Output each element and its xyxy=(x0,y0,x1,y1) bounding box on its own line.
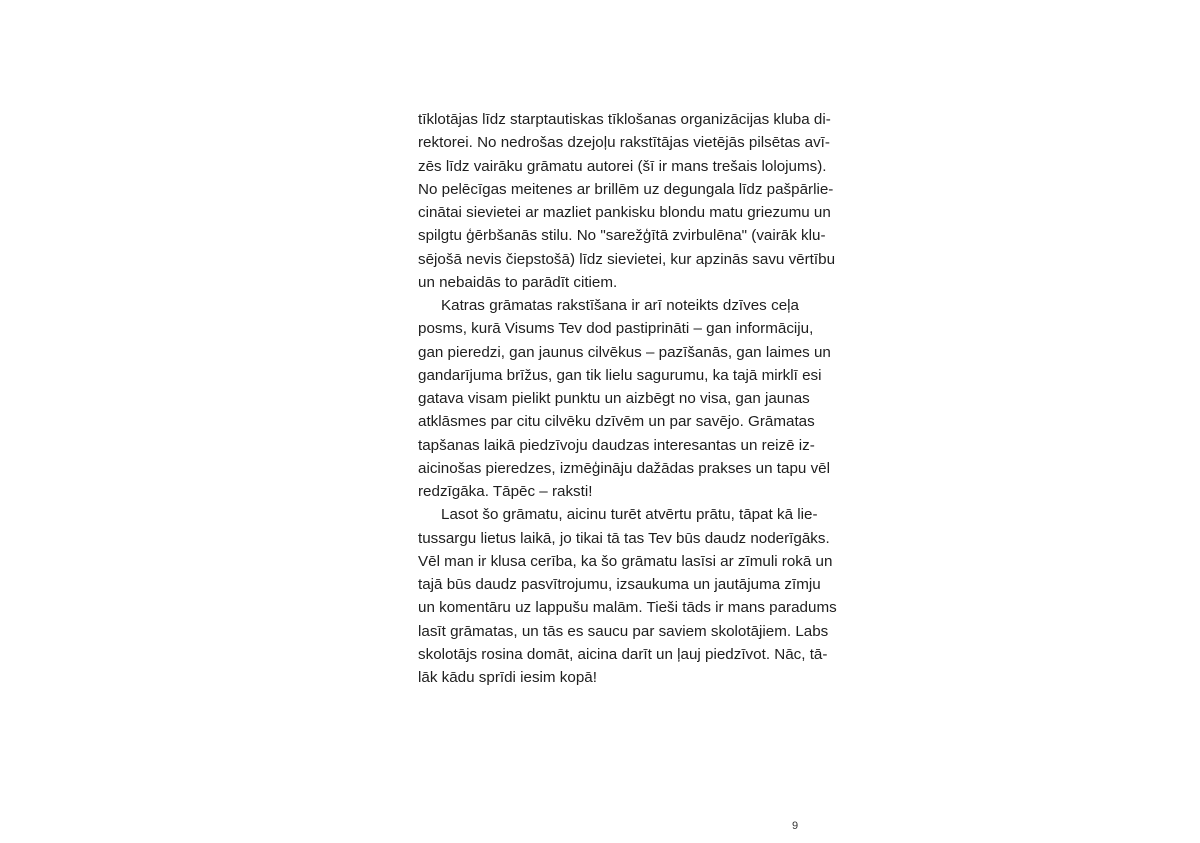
text-line: atklāsmes par citu cilvēku dzīvēm un par savējo. Grāmatas xyxy=(418,413,815,431)
body-text xyxy=(418,108,837,689)
text-line: Lasot šo grāmatu, aicinu turēt atvērtu prātu, tāpat kā lie- xyxy=(441,506,818,524)
text-line: sējošā nevis čiepstošā) līdz sievietei, kur apzinās savu vērtību xyxy=(418,250,836,268)
text-line: zēs līdz vairāku grāmatu autorei (šī ir mans trešais lolojums). xyxy=(418,157,827,175)
text-line: tapšanas laikā piedzīvoju daudzas interesantas un reizē iz- xyxy=(418,436,815,454)
text-line: skolotājs rosina domāt, aicina darīt un ļauj piedzīvot. Nāc, tā- xyxy=(418,645,828,663)
text-line: lasīt grāmatas, un tās es saucu par saviem skolotājiem. Labs xyxy=(418,622,829,640)
text-line: aicinošas pieredzes, izmēģināju dažādas prakses un tapu vēl xyxy=(418,459,830,477)
text-line: tīklotājas līdz starptautiskas tīklošanas organizācijas kluba di- xyxy=(418,111,831,128)
text-line: un nebaidās to parādīt citiem. xyxy=(418,273,618,291)
text-line: posms, kurā Visums Tev dod pastiprināti – gan informāciju, xyxy=(418,320,814,338)
text-line: spilgtu ģērbšanās stilu. No "sarežģītā zvirbulēna" (vairāk klu- xyxy=(418,227,826,245)
text-line: gan pieredzi, gan jaunus cilvēkus – pazīšanās, gan laimes un xyxy=(418,343,831,361)
text-line: tajā būs daudz pasvītrojumu, izsaukuma un jautājuma zīmju xyxy=(418,576,821,593)
text-line: gandarījuma brīžus, gan tik lielu sagurumu, ka tajā mirklī esi xyxy=(418,366,822,384)
text-line: No pelēcīgas meitenes ar brillēm uz degungala līdz pašpārlie- xyxy=(418,180,834,198)
text-line: cinātai sievietei ar mazliet pankisku blondu matu griezumu un xyxy=(418,204,831,221)
text-line: tussargu lietus laikā, jo tikai tā tas Tev būs daudz noderīgāks. xyxy=(418,529,830,547)
text-line: Vēl man ir klusa cerība, ka šo grāmatu lasīsi ar zīmuli rokā un xyxy=(418,552,833,570)
text-line: redzīgāka. Tāpēc – raksti! xyxy=(418,483,593,500)
page-number: 9 xyxy=(791,820,799,832)
text-line: rektorei. No nedrošas dzejoļu rakstītājas vietējās pilsētas avī- xyxy=(418,134,830,152)
text-line: gatava visam pielikt punktu un aizbēgt no visa, gan jaunas xyxy=(418,390,810,407)
text-line: lāk kādu sprīdi iesim kopā! xyxy=(418,669,597,686)
text-line: un komentāru uz lappušu malām. Tieši tāds ir mans paradums xyxy=(418,599,837,617)
text-line: Katras grāmatas rakstīšana ir arī noteikts dzīves ceļa xyxy=(441,297,799,314)
